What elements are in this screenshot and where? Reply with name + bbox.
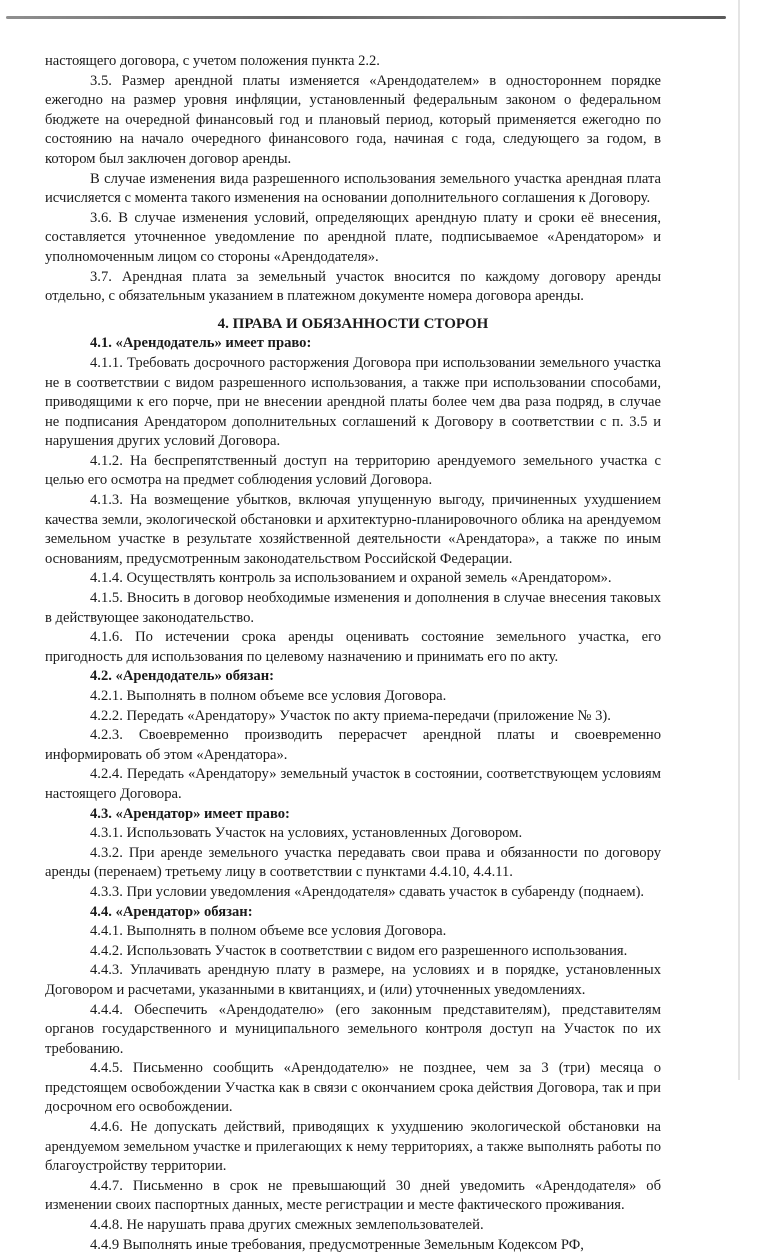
section-4-heading: 4. ПРАВА И ОБЯЗАННОСТИ СТОРОН (217, 315, 489, 332)
clause-4-1-3: 4.1.3. На возмещение убытков, включая упущенную выгоду, причиненных ухудшением качества земли, экологической обстановки и архитектурно-планировочного облика на арендуемом земельном участке в результате хозяйственной деятельности «Арендатора», а также по иным основаниям, предусмотренным законодательством Российской Федерации. (45, 492, 661, 567)
clause-4-4-2: 4.4.2. Использовать Участок в соответствии с видом его разрешенного использования. (90, 942, 628, 959)
subsection-4-3-title: 4.3. «Арендатор» имеет право: (90, 805, 290, 822)
subsection-4-1-title: 4.1. «Арендодатель» имеет право: (90, 335, 312, 352)
clause-3-6: 3.6. В случае изменения условий, определяющих арендную плату и сроки её внесения, составляется уточненное уведомление по арендной плате, подписываемое «Арендатором» и уполномоченным лицом со стороны «Арендодателя». (45, 209, 661, 265)
paragraph-continuation: настоящего договора, с учетом положения пункта 2.2. (45, 53, 380, 69)
scan-artifact-top-line (6, 16, 726, 19)
clause-4-1-2: 4.1.2. На беспрепятственный доступ на территорию арендуемого земельного участка с целью его осмотра на предмет соблюдения условий Договора. (45, 452, 661, 489)
clause-4-2-1: 4.2.1. Выполнять в полном объеме все условия Договора. (90, 688, 447, 704)
clause-4-3-2: 4.3.2. При аренде земельного участка передавать свои права и обязанности по договору аренды (перенаем) третьему лицу в соответствии с пунктами 4.4.10, 4.4.11. (45, 844, 661, 881)
clause-4-1-6: 4.1.6. По истечении срока аренды оценивать состояние земельного участка, его пригодность для использования по целевому назначению и принимать его по акту. (45, 629, 661, 665)
clause-4-4-7: 4.4.7. Письменно в срок не превышающий 30 дней уведомить «Арендодателя» об изменении своих паспортных данных, месте регистрации и месте фактического проживания. (45, 1177, 661, 1214)
clause-4-4-1: 4.4.1. Выполнять в полном объеме все условия Договора. (90, 923, 447, 940)
clause-4-2-3: 4.2.3. Своевременно производить перерасчет арендной платы и своевременно информировать об этом «Арендатора». (45, 727, 661, 763)
clause-4-4-8: 4.4.8. Не нарушать права других смежных землепользователей. (90, 1217, 484, 1234)
subsection-4-2-title: 4.2. «Арендодатель» обязан: (90, 668, 274, 685)
clause-4-3-1: 4.3.1. Использовать Участок на условиях, установленных Договором. (90, 825, 523, 842)
clause-4-2-2: 4.2.2. Передать «Арендатору» Участок по акту приема-передачи (приложение № 3). (90, 707, 611, 724)
clause-4-4-5: 4.4.5. Письменно сообщить «Арендодателю» не позднее, чем за 3 (три) месяца о предстоящем освобождении Участка как в связи с окончанием срока действия Договора, так и при досрочном его освобождении. (45, 1060, 661, 1116)
subsection-4-4-title: 4.4. «Арендатор» обязан: (90, 903, 253, 920)
document-page (45, 52, 661, 1255)
clause-4-1-4: 4.1.4. Осуществлять контроль за использованием и охраной земель «Арендатором». (90, 570, 612, 587)
clause-4-1-5: 4.1.5. Вносить в договор необходимые изменения и дополнения в случае внесения таковых в действующее законодательство. (45, 590, 661, 626)
clause-4-3-3: 4.3.3. При условии уведомления «Арендодателя» сдавать участок в субаренду (поднаем). (90, 883, 645, 900)
clause-4-4-4: 4.4.4. Обеспечить «Арендодателю» (его законным представителям), представителям органов государственного и муниципального земельного контроля доступ на Участок по их требованию. (45, 1001, 661, 1057)
clause-4-1-1: 4.1.1. Требовать досрочного расторжения Договора при использовании земельного участка не в соответствии с видом разрешенного использования, а также при использовании способами, приводящими к его порче, при не внесении арендной платы более чем два раза подряд, в случае не подписания Арендатором дополнительных соглашений к Договору в соответствии с п. 3.5 и нарушения других условий Договора. (45, 354, 661, 450)
clause-4-2-4: 4.2.4. Передать «Арендатору» земельный участок в состоянии, соответствующем условиям настоящего Договора. (45, 766, 661, 802)
scan-artifact-right-edge (738, 0, 740, 1080)
clause-3-7: 3.7. Арендная плата за земельный участок вносится по каждому договору аренды отдельно, с обязательным указанием в платежном документе номера договора аренды. (45, 268, 661, 305)
clause-3-5-extra: В случае изменения вида разрешенного использования земельного участка арендная плата исчисляется с момента такого изменения на основании дополнительного соглашения к Договору. (45, 170, 661, 207)
clause-4-4-6: 4.4.6. Не допускать действий, приводящих к ухудшению экологической обстановки на арендуемом земельном участке и прилегающих к нему территориях, а также выполнять работы по благоустройству территории. (45, 1119, 661, 1175)
clause-4-4-3: 4.4.3. Уплачивать арендную плату в размере, на условиях и в порядке, установленных Договором и расчетами, указанными в квитанциях, и (или) уточненных уведомлениях. (45, 962, 661, 998)
clause-4-4-9: 4.4.9 Выполнять иные требования, предусмотренные Земельным Кодексом РФ, (90, 1236, 584, 1253)
clause-3-5: 3.5. Размер арендной платы изменяется «Арендодателем» в одностороннем порядке ежегодно на размер уровня инфляции, установленный федеральным законом о федеральном бюджете на очередной финансовый год и плановый период, который применяется ежегодно по состоянию на начало очередного финансового года, начиная с года, следующего за годом, в котором был заключен договор аренды. (45, 72, 661, 167)
